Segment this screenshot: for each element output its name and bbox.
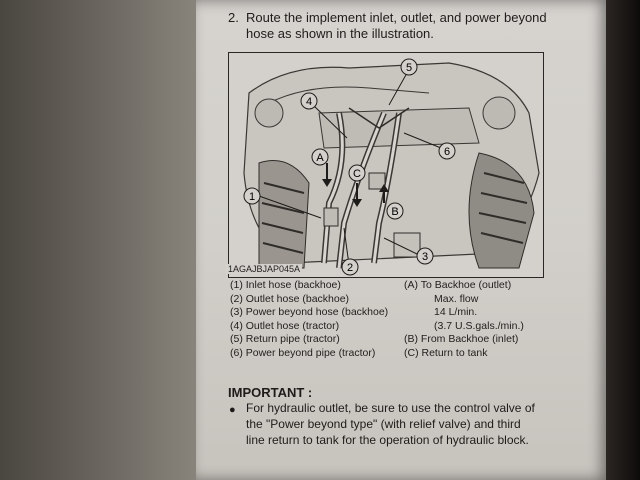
legend-item-5: (5) Return pipe (tractor) [230,333,340,345]
legend-item-a-max-flow: Max. flow [434,292,479,305]
legend-item-2: (2) Outlet hose (backhoe) [230,292,350,305]
bullet-icon: ● [229,404,236,416]
figure-code: 1AGAJBJAP045A [228,264,301,274]
callout-5: 5 [405,62,413,74]
callout-b: B [391,206,399,218]
hose-coupler-1 [324,208,338,226]
legend-item-c: (C) Return to tank [404,346,488,359]
callout-3: 3 [421,251,429,263]
legend-item-3: (3) Power beyond hose (backhoe) [230,306,389,318]
legend-item-b: (B) From Backhoe (inlet) [404,333,519,345]
left-fitting [255,99,283,127]
step-number: 2. [228,10,239,25]
callout-6: 6 [443,146,451,158]
illustration-drawing [229,53,543,277]
callout-1: 1 [248,191,256,203]
callout-a: A [316,152,324,164]
step-text-line-2: hose as shown in the illustration. [246,26,434,41]
legend-item-a-flow-metric: 14 L/min. [434,306,478,318]
legend-item-4: (4) Outlet hose (tractor) [230,319,340,332]
callout-c: C [353,168,361,180]
legend-flows [404,279,574,360]
callout-4: 4 [305,96,313,108]
page-edge-shadow [606,0,640,480]
important-line-1: For hydraulic outlet, be sure to use the control valve of [246,401,535,415]
callout-2: 2 [346,262,354,274]
legend-item-1: (1) Inlet hose (backhoe) [230,279,341,291]
important-line-3: line return to tank for the operation of hydraulic block. [246,433,529,447]
facing-page [0,0,200,480]
legend-item-6: (6) Power beyond pipe (tractor) [230,346,376,359]
important-heading: IMPORTANT : [228,385,313,400]
important-note [246,400,576,448]
right-fitting [483,97,515,129]
hose-routing-illustration [228,52,544,278]
important-line-2: the "Power beyond type" (with relief valve) and third [246,417,521,431]
legend-hoses [230,279,410,360]
legend-item-a: (A) To Backhoe (outlet) [404,279,512,291]
legend-item-a-flow-us: (3.7 U.S.gals./min.) [434,319,524,332]
step-text-line-1: Route the implement inlet, outlet, and power beyond [246,10,547,25]
